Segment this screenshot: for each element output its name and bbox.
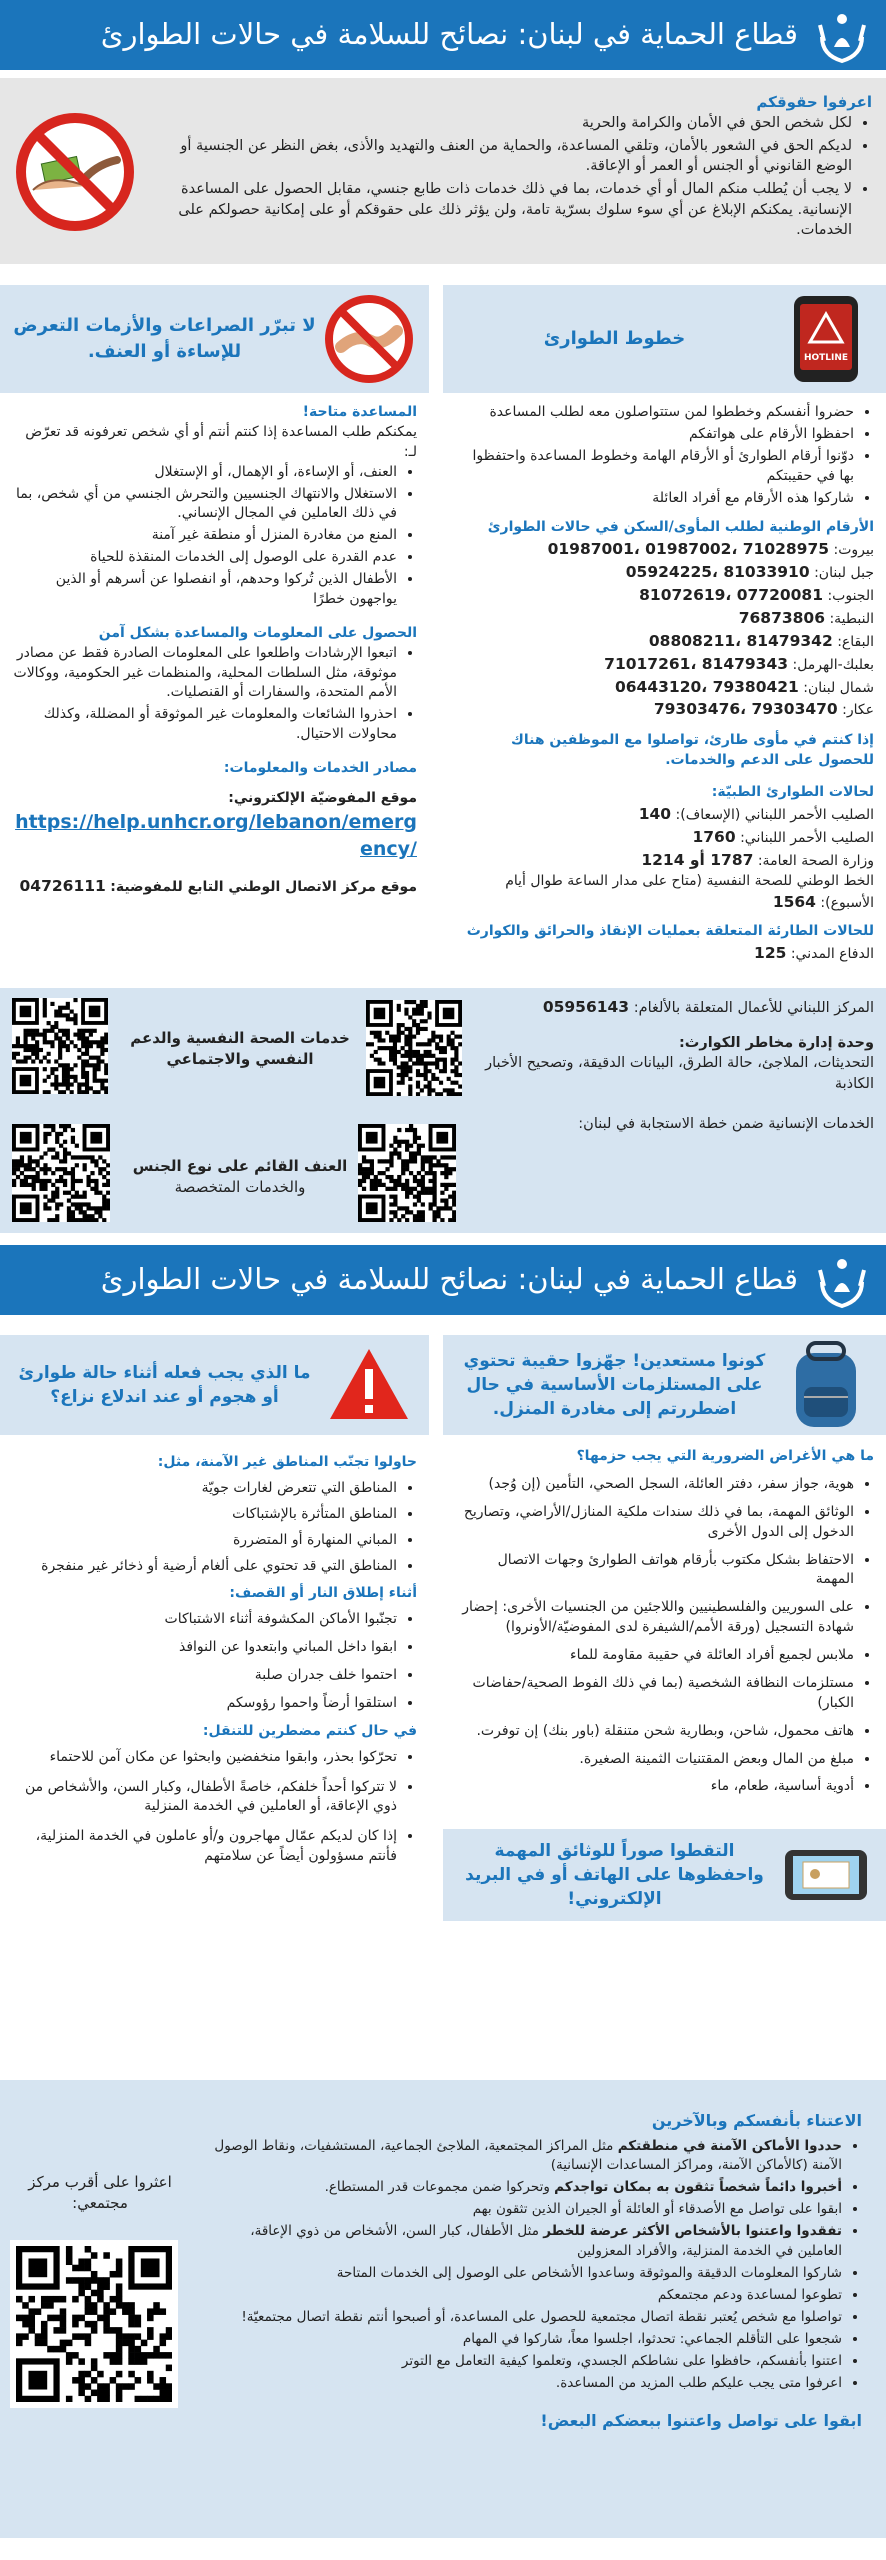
attack-column (0, 1335, 443, 2050)
qr-code-icon (366, 1000, 462, 1096)
region-row: البقاع: 81479342 ،08808211 (648, 631, 874, 650)
qr-section (0, 988, 886, 1233)
qr-code-icon (358, 1124, 456, 1222)
list-item: • لا تتركوا أحداً خلفكم، خاصةً الأطفال، وكبار السن، والأشخاص من ذوي الإعاقة، أو العاملين في الخدمة المنزلية (12, 1778, 397, 1818)
items-heading: ما هي الأغراض الضرورية التي يجب حزمها؟ (576, 1448, 874, 1464)
region-row: النبطية: 76873806 (738, 608, 874, 627)
care-item-text: اعرفوا متى يجب عليكم طلب المزيد من المساعدة. (555, 2375, 842, 2392)
list-item: • ابقوا داخل المباني وابتعدوا عن النوافذ (12, 1638, 397, 1658)
community-label: اعثروا على أقرب مركز مجتمعي: (28, 2173, 172, 2213)
care-section (0, 2080, 886, 2538)
photos-title: التقطوا صوراً للوثائق المهمة واحفظوها على الهاتف أو في البريد الإلكتروني! (465, 1841, 764, 1910)
list-item: • المنع من مغادرة المنزل أو منطقة غير آمنة (12, 526, 397, 546)
ready-title: كونوا مستعدين! جهّزوا حقيبة تحتوي على المستلزمات الأساسية في حال اضطررتم إلى مغادرة المنزل. (463, 1350, 766, 1420)
photos-banner (443, 1829, 886, 1921)
region-row: عكار: 79303470 ،79303476 (653, 700, 874, 719)
care-item-emphasis: حددوا الأماكن الآمنة في منطقتكم (617, 2137, 842, 2154)
medical-row: الصليب الأحمر اللبناني (الإسعاف): 140 (638, 804, 874, 823)
unhcr-logo-icon (810, 1248, 874, 1312)
rights-list (158, 113, 872, 240)
qr-code-mental-health-services[interactable] (366, 1000, 462, 1096)
list-item: • مبلغ من المال وبعض المقتنيات الثمينة الصغيرة. (455, 1750, 854, 1770)
preparedness-columns (0, 1335, 886, 2050)
medical-row: الصليب الأحمر اللبناني: 1760 (692, 827, 874, 846)
list-item (212, 2200, 842, 2219)
hotline-phone-icon (788, 294, 864, 384)
care-list (212, 2137, 862, 2394)
contact-number: 04726111 (19, 876, 106, 895)
qr-code-community-center[interactable] (10, 2240, 178, 2408)
qr-code-gbv[interactable] (12, 1124, 110, 1222)
care-item-emphasis: تفقدوا واعتنوا بالأشخاص الأكثر عرضة للخطر (543, 2223, 842, 2240)
region-row: شمال لبنان: 79380421 ،06443120 (614, 677, 874, 696)
care-item-text: ابقوا على تواصل مع الأصدقاء أو العائلة أو الجيران الذين تثقون بهم (472, 2201, 842, 2218)
backpack-icon (786, 1339, 866, 1431)
list-item: • على السوريين والفلسطينيين واللاجئين من الجنسيات الأخرى: إحضار شهادة التسجيل (ورقة الأمم/الشيفرة لدى المفوضيّة/الأونروا) (455, 1598, 854, 1638)
ready-header (443, 1335, 886, 1435)
region-row: جبل لبنان: 81033910 ،05924225 (625, 563, 874, 582)
help-intro: يمكنكم طلب المساعدة إذا كنتم أنتم أو أي شخص تعرفونه قد تعرّض لـ: (25, 423, 417, 460)
list-item: • حضروا أنفسكم وخططوا لمن ستتواصلون معه لطلب المساعدة (455, 403, 854, 423)
plan-text: الخدمات الإنسانية ضمن خطة الاستجابة في لبنان: (578, 1116, 874, 1133)
shelter-heading: الأرقام الوطنية لطلب المأوى/السكن في حالات الطوارئ (487, 519, 874, 536)
qr-code-icon (16, 2246, 172, 2402)
list-item: • المناطق التي تتعرض لغارات جويّة (12, 1479, 397, 1499)
list-item: • احفظوا الأرقام على هواتفكم (455, 425, 854, 445)
region-row: الجنوب: 07720081 ،81072619 (639, 586, 874, 604)
list-item: • العنف، أو الإساءة، أو الإهمال، أو الإستغلال (12, 463, 397, 483)
list-item: • الاحتفاظ بشكل مكتوب بأرقام هواتف الطوارئ وجهات الاتصال المهمة (455, 1551, 854, 1591)
no-violence-icon (321, 291, 417, 387)
warning-icon (326, 1345, 412, 1425)
attack-header (0, 1335, 429, 1435)
list-item: • احتموا خلف جدران صلبة (12, 1666, 397, 1686)
list-item: • لا يجب أن يُطلب منكم المال أو أي خدمات، بما في ذلك خدمات ذات طابع جنسي، مقابل الحصول على المساعدة الإنسانية. يمكنكم الإبلاغ عن أي سوء سلوك بسرّية تامة، ولن يؤثر ذلك على حقوقكم أو على إمكانية حصولكم على الخدمات. (158, 179, 852, 241)
help-heading: المساعدة متاحة! (302, 404, 417, 420)
list-item (212, 2330, 842, 2349)
care-footer: ابقوا على تواصل واعتنوا ببعضكم البعض! (540, 2410, 862, 2430)
list-item: • الوثائق المهمة، بما في ذلك سندات ملكية المنازل/الأراضي، وتصاريح الدخول إلى الدول الأخرى (455, 1503, 854, 1543)
violence-header (0, 285, 429, 393)
rights-section (0, 78, 886, 264)
hotlines-header (443, 285, 886, 393)
care-item-text: تطوعوا لمساعدة ودعم مجتمعكم (657, 2286, 842, 2303)
care-item-emphasis: أخبروا دائماً شخصاً تثقون به بمكان تواجدكم (554, 2179, 842, 2196)
list-item: • المناطق المتأثرة بالإشتباكات (12, 1505, 397, 1525)
rescue-heading: للحالات الطارئة المتعلقة بعمليات الإنقاذ والحرائق والكوارث (466, 923, 874, 940)
attack-title: ما الذي يجب فعله أثناء حالة طوارئ أو هجوم أو عند اندلاع نزاع؟ (18, 1362, 311, 1407)
qr-code-mental-health[interactable] (12, 998, 108, 1094)
list-item (212, 2374, 842, 2393)
region-row: بيروت: 71028975 ،01987002 ،01987001 (547, 540, 874, 559)
banner-title: قطاع الحماية في لبنان: نصائح للسلامة في حالات الطوارئ (100, 17, 798, 52)
care-item-text: مثل المراكز المجتمعية، الملاجئ الجماعية، المستشفيات، ونقاط الوصول الآمنة (كالأماكن الآمنة، ومراكز المساعدات الإنسانية) (214, 2137, 842, 2173)
drm-text: التحديثات، الملاجئ، حالة الطرق، البيانات الدقيقة، وتصحيح الأخبار الكاذبة (485, 1055, 874, 1092)
list-item: • شاركوا هذه الأرقام مع أفراد العائلة (455, 489, 854, 509)
care-item-text: مثل الأطفال، كبار السن، الأشخاص من ذوي الإعاقة، العاملين في الخدمة المنزلية، والأفراد المعزولين (250, 2223, 842, 2259)
list-item: • تحرّكوا بحذر، وابقوا منخفضين وابحثوا عن مكان آمن للاحتماء (12, 1748, 397, 1768)
list-item: • استلقوا أرضاً واحموا رؤوسكم (12, 1694, 397, 1714)
list-item (212, 2264, 842, 2283)
list-item: • ملابس لجميع أفراد العائلة في حقيبة مقاومة للماء (455, 1646, 854, 1666)
info-heading: الحصول على المعلومات والمساعدة بشكل آمن (98, 624, 417, 641)
qr-code-icon (12, 1124, 110, 1222)
contact-label: موقع مركز الاتصال الوطني التابع للمفوضية: (110, 878, 417, 895)
rescue-row: الدفاع المدني: 125 (754, 944, 874, 963)
unhcr-logo-icon (810, 3, 874, 67)
list-item: • الأطفال الذين تُركوا وحدهم، أو انفصلوا عن أسرهم أو الذين يواجهون خطرًا (12, 570, 397, 610)
top-banner (0, 0, 886, 70)
list-item: • إذا كان لديكم عمّال مهاجرون و/أو عاملون في الخدمة المنزلية، فأنتم مسؤولون أيضاً عن سلامتهم (12, 1827, 397, 1867)
violence-title: لا تبرّر الصراعات والأزمات التعرض للإساءة أو العنف. (13, 315, 316, 362)
care-item-text: شاركوا المعلومات الدقيقة والموثوقة وساعدوا الأشخاص على الوصول إلى الخدمات المتاحة (336, 2264, 842, 2281)
list-item: • عدم القدرة على الوصول إلى الخدمات المنقذة للحياة (12, 548, 397, 568)
list-item: • هاتف محمول، شاحن، وبطارية شحن متنقلة (باور بنك) إن توفرت. (455, 1722, 854, 1742)
list-item (212, 2286, 842, 2305)
second-banner (0, 1245, 886, 1315)
shelter-note: إذا كنتم في مأوى طارئ، تواصلوا مع الموظفين هناك للحصول على الدعم والخدمات. (511, 732, 874, 769)
gbv-subtitle: والخدمات المتخصصة (174, 1178, 306, 1197)
medical-heading: لحالات الطوارئ الطبيّة: (711, 784, 874, 800)
care-item-text: تواصلوا مع شخص يُعتبر نقطة اتصال مجتمعية للحصول على المساعدة، أو أصبحوا أنتم نقطة اتصال مجتمعيّة! (241, 2308, 842, 2325)
list-item: • أدوية أساسية، طعام، ماء (455, 1777, 854, 1797)
list-item: • لكل شخص الحق في الأمان والكرامة والحرية (158, 113, 852, 134)
care-item-text: اعتنوا بأنفسكم، حافظوا على نشاطكم الجسدي، وتعلموا كيفية التعامل مع التوتر (401, 2353, 842, 2370)
info-columns (0, 285, 886, 988)
list-item: • مستلزمات النظافة الشخصية (بما في ذلك الفوط الصحية/حفاضات الكبار) (455, 1674, 854, 1714)
hotlines-column (443, 285, 886, 988)
ready-column (443, 1335, 886, 2050)
list-item (212, 2352, 842, 2371)
list-item (212, 2308, 842, 2327)
rescue-row: المركز اللبناني للأعمال المتعلقة بالألغام: 05956143 (542, 998, 874, 1016)
region-list (455, 538, 874, 721)
list-item: • هوية، جواز سفر، دفتر العائلة، السجل الصحي، التأمين (إن وُجد) (455, 1475, 854, 1495)
list-item (212, 2222, 842, 2260)
no-bribe-icon (13, 110, 137, 234)
qr-code-gbv-services[interactable] (358, 1124, 456, 1222)
list-item: • لديكم الحق في الشعور بالأمان، وتلقي المساعدة، والحماية من العنف والتهديد والأذى، بغض النظر عن الجنسية أو الوضع القانوني أو الجنس أو العمر أو الإعاقة. (158, 136, 852, 177)
hotlines-title: خطوط الطوارئ (543, 328, 686, 350)
list-item (212, 2178, 842, 2197)
mental-health-label: خدمات الصحة النفسية والدعم النفسي والاجتماعي (130, 1029, 350, 1069)
drm-heading: وحدة إدارة مخاطر الكوارث: (678, 1034, 874, 1051)
list-item: • دوّنوا أرقام الطوارئ أو الأرقام الهامة وخطوط المساعدة واحتفظوا بها في حقيبتكم (455, 447, 854, 487)
list-item: • اتبعوا الإرشادات واطلعوا على المعلومات الصادرة فقط عن مصادر موثوقة، مثل السلطات المحلية، والمنظمات غير الحكومية، ووكالات الأمم المتحدة، والسفارات أو القنصليات. (12, 644, 397, 704)
list-item: • المباني المنهارة أو المتضررة (12, 1531, 397, 1551)
list-item: • تجنّبوا الأماكن المكشوفة أثناء الاشتباكات (12, 1610, 397, 1630)
medical-row: الخط الوطني للصحة النفسية (متاح على مدار الساعة طوال أيام الأسبوع): 1564 (505, 872, 874, 912)
list-item: • الاستغلال والانتهاك الجنسيين والتحرش الجنسي من أي شخص، بما في ذلك العاملين في المجال الإنساني. (12, 485, 397, 525)
care-item-text: شجعوا على التأقلم الجماعي: تحدثوا، اجلسوا معاً، شاركوا في المهام (462, 2331, 842, 2348)
qr-code-icon (12, 998, 108, 1094)
list-item: • المناطق التي قد تحتوي على ألغام أرضية أو ذخائر غير منفجرة (12, 1557, 397, 1577)
banner-title: قطاع الحماية في لبنان: نصائح للسلامة في حالات الطوارئ (100, 1262, 798, 1297)
rights-heading: اعرفوا حقوقكم (756, 93, 872, 111)
phone-document-icon (781, 1840, 871, 1910)
fire-heading: أثناء إطلاق النار أو القصف: (229, 1585, 417, 1602)
gbv-title: العنف القائم على نوع الجنس (132, 1157, 348, 1175)
unhcr-website-link[interactable]: https://help.unhcr.org/lebanon/emergency/ (15, 810, 417, 860)
avoid-heading: حاولوا تجنّب المناطق غير الآمنة، مثل: (157, 1454, 417, 1470)
website-label: موقع المفوضيّة الإلكتروني: (228, 789, 417, 806)
medical-row: وزارة الصحة العامة: 1787 أو 1214 (641, 850, 874, 869)
list-item: • احذروا الشائعات والمعلومات غير الموثوقة أو المضللة، وكذلك محاولات الاحتيال. (12, 705, 397, 745)
list-item (212, 2137, 842, 2175)
region-row: بعلبك-الهرمل: 81479343 ،71017261 (604, 654, 874, 673)
violence-column (0, 285, 443, 988)
care-item-text: وتحركوا ضمن مجموعات قدر المستطاع. (324, 2179, 555, 2196)
care-heading: الاعتناء بأنفسكم وبالآخرين (651, 2111, 862, 2130)
sources-heading: مصادر الخدمات والمعلومات: (223, 760, 417, 776)
move-heading: في حال كنتم مضطرين للتنقل: (202, 1722, 417, 1739)
hotline-badge: HOTLINE (803, 353, 849, 363)
